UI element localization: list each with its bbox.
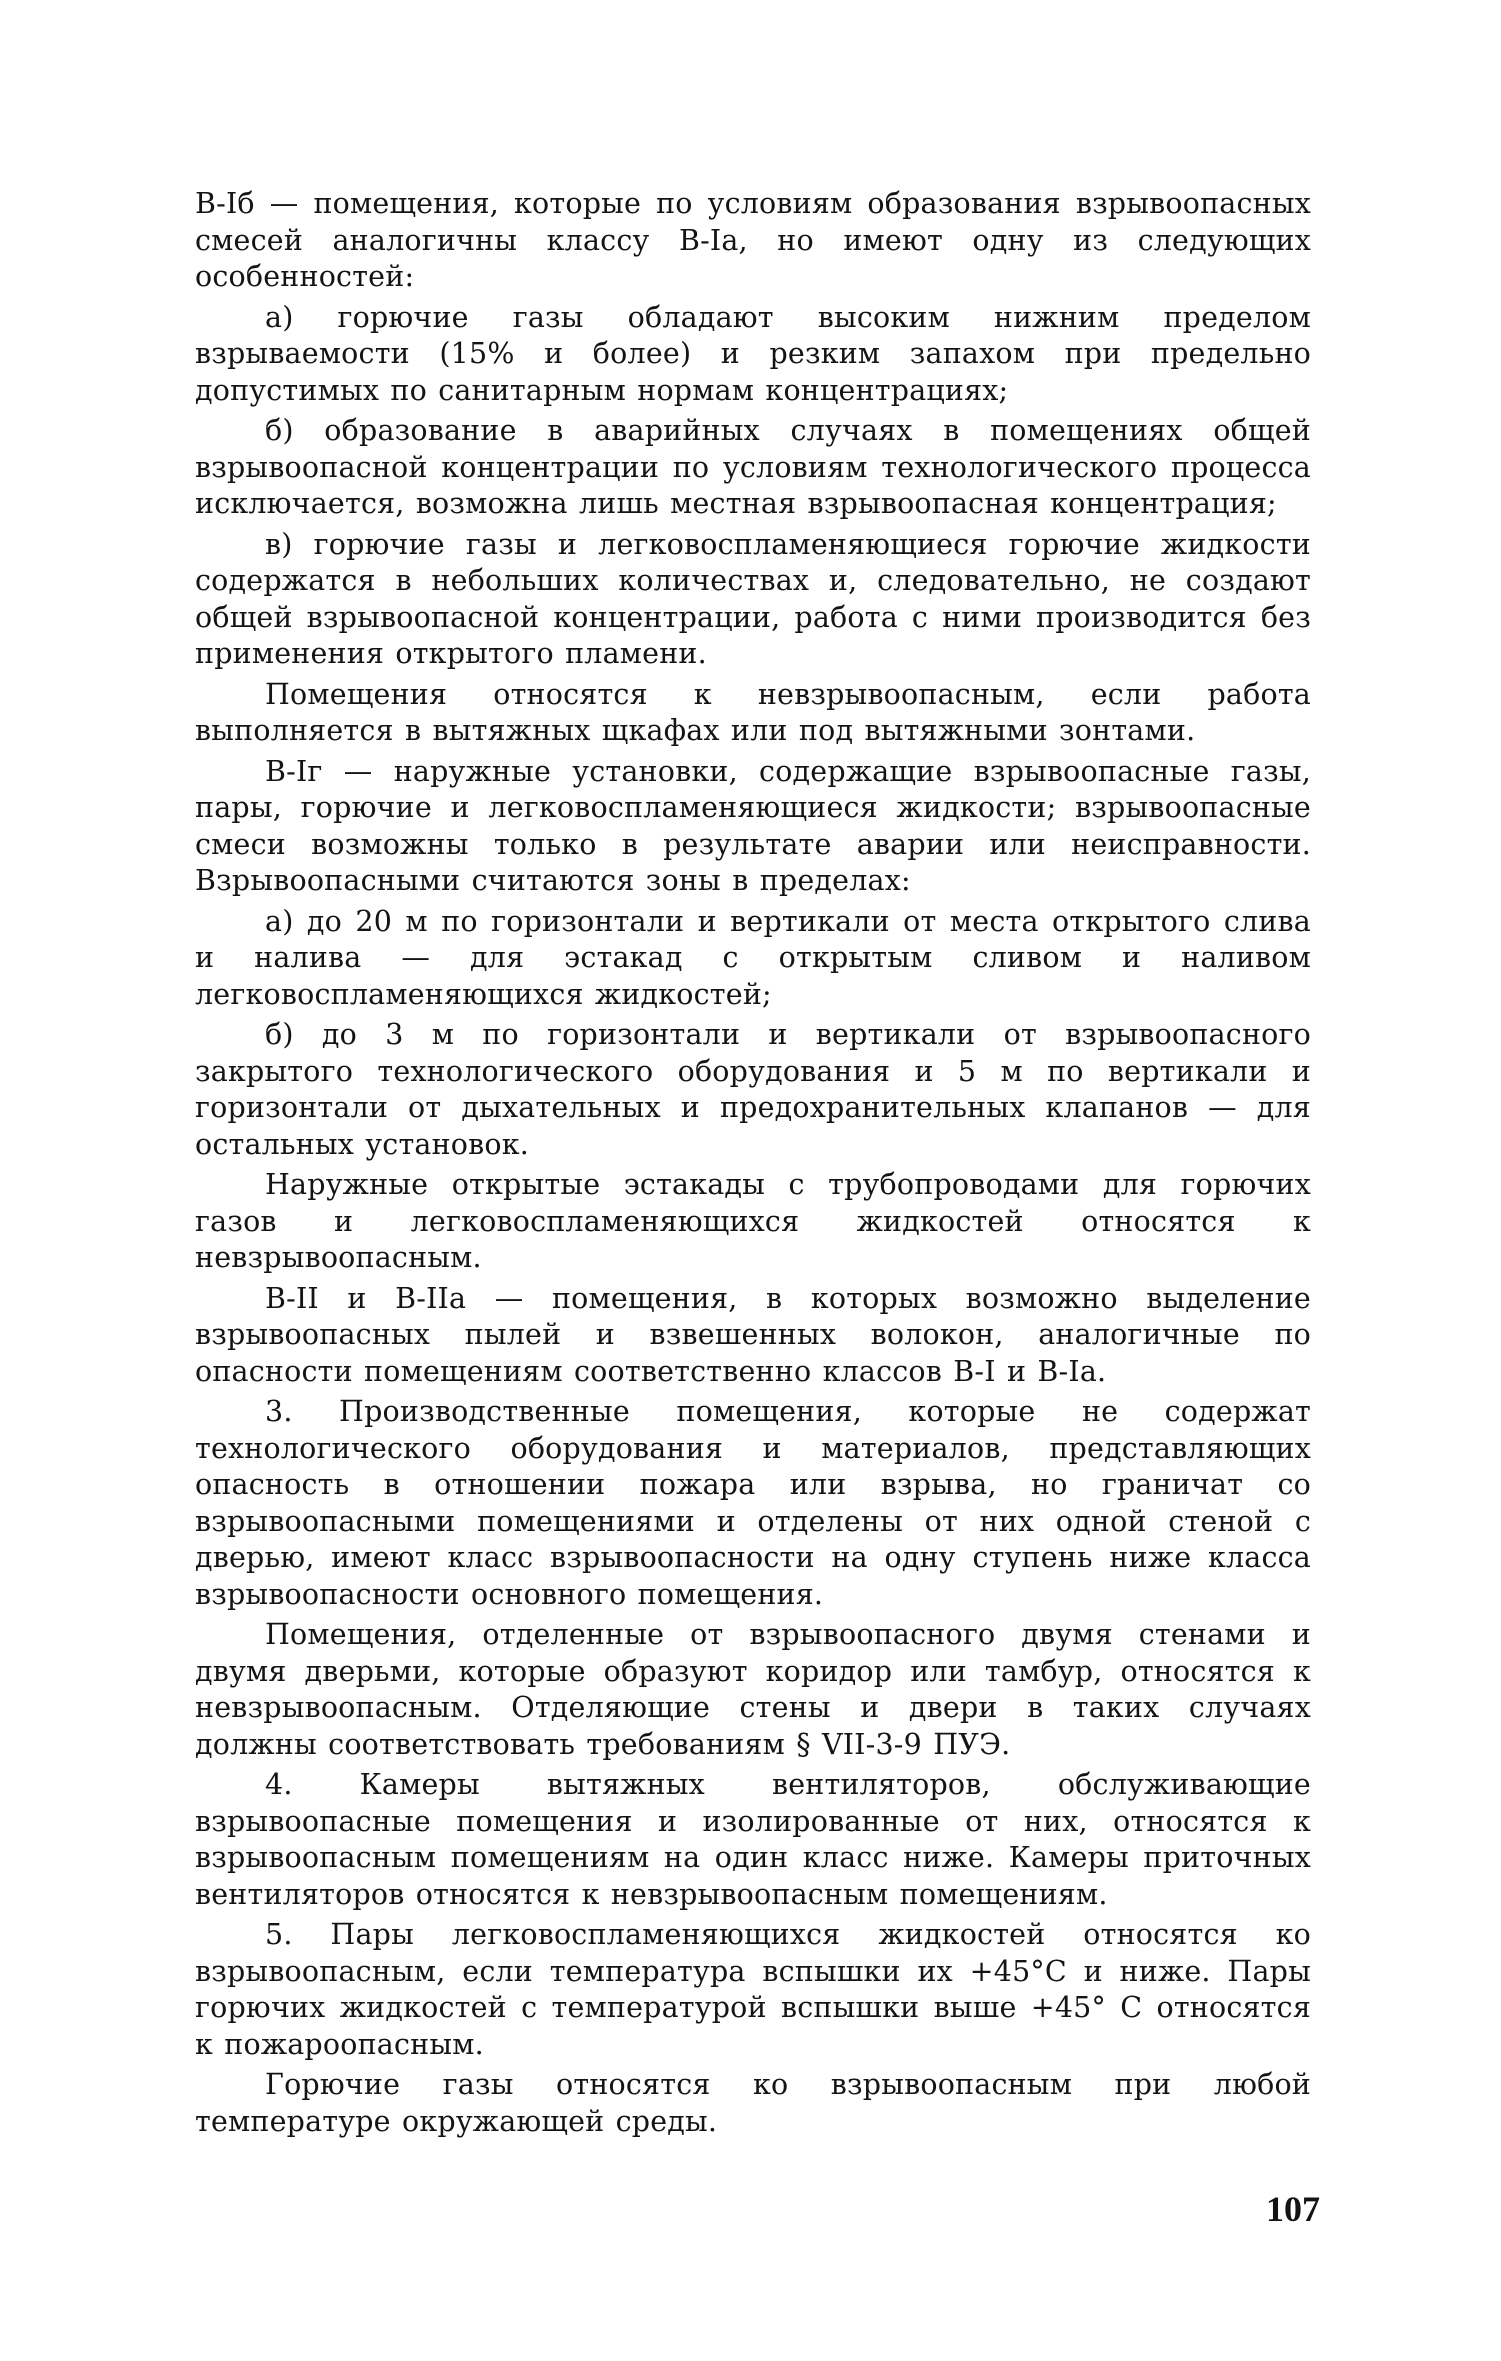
paragraph-class-v2-definition: В-II и В-IIа — помещения, в которых возможно выделение взрывоопасных пылей и взвешенных волокон, аналогичные по опасности помещениям соответственно классов В-I и В-Iа.: [195, 1281, 1311, 1388]
paragraph-v1b-feature-c: в) горючие газы и легковоспламеняющиеся горючие жидкости содержатся в небольших количествах и, следовательно, не создают общей взрывоопасной концентрации, работа с ними производится без применения открытого пламени.: [195, 527, 1311, 670]
paragraph-v1b-feature-b: б) образование в аварийных случаях в помещениях общей взрывоопасной концентрации по условиям технологического процесса исключается, возможна лишь местная взрывоопасная концентрация;: [195, 414, 1311, 520]
paragraph-v1g-zone-b: б) до 3 м по горизонтали и вертикали от взрывоопасного закрытого технологического оборудования и 5 м по вертикали и горизонтали от дыхательных и предохранительных клапанов — для остальных установок.: [195, 1018, 1311, 1161]
paragraph-class-v1b-definition: В-Iб — помещения, которые по условиям образования взрывоопасных смесей аналогичны классу В-Iа, но имеют одну из следующих особенностей:: [195, 187, 1311, 293]
paragraph-two-walls-note: Помещения, отделенные от взрывоопасного двумя стенами и двумя дверьми, которые образуют коридор или тамбур, относятся к невзрывоопасным. Отделяющие стены и двери в таких случаях должны соответствовать требованиям § VII-3-9 ПУЭ.: [195, 1618, 1311, 1761]
paragraph-open-trestles-note: Наружные открытые эстакады с трубопроводами для горючих газов и легковоспламеняющихся жидкостей относятся к невзрывоопасным.: [195, 1168, 1311, 1274]
page-number: 107: [1266, 2189, 1320, 2229]
page-text-body: [195, 186, 1311, 2144]
paragraph-flammable-gases-note: Горючие газы относятся ко взрывоопасным при любой температуре окружающей среды.: [195, 2068, 1311, 2138]
paragraph-item-5: 5. Пары легковоспламеняющихся жидкостей относятся ко взрывоопасным, если температура вспышки их +45°С и ниже. Пары горючих жидкостей с температурой вспышки выше +45° С относятся к пожароопасным.: [195, 1918, 1311, 2061]
paragraph-item-3: 3. Производственные помещения, которые не содержат технологического оборудования и материалов, представляющих опасность в отношении пожара или взрыва, но граничат со взрывоопасными помещениями и отделены от них одной стеной с дверью, имеют класс взрывоопасности на одну ступень ниже класса взрывоопасности основного помещения.: [195, 1395, 1311, 1611]
paragraph-item-4: 4. Камеры вытяжных вентиляторов, обслуживающие взрывоопасные помещения и изолированные от них, относятся к взрывоопасным помещениям на один класс ниже. Камеры приточных вентиляторов относятся к невзрывоопасным помещениям.: [195, 1768, 1311, 1911]
paragraph-v1g-zone-a: а) до 20 м по горизонтали и вертикали от места открытого слива и налива — для эстакад с открытым сливом и наливом легковоспламеняющихся жидкостей;: [195, 904, 1311, 1011]
paragraph-v1b-feature-a: а) горючие газы обладают высоким нижним пределом взрываемости (15% и более) и резким запахом при предельно допустимых по санитарным нормам концентрациях;: [195, 300, 1311, 407]
paragraph-fume-hood-note: Помещения относятся к невзрывоопасным, если работа выполняется в вытяжных щкафах или под вытяжными зонтами.: [195, 677, 1311, 747]
paragraph-class-v1g-definition: В-Iг — наружные установки, содержащие взрывоопасные газы, пары, горючие и легковоспламеняющиеся жидкости; взрывоопасные смеси возможны только в результате аварии или неисправности. Взрывоопасными считаются зоны в пределах:: [195, 754, 1311, 897]
